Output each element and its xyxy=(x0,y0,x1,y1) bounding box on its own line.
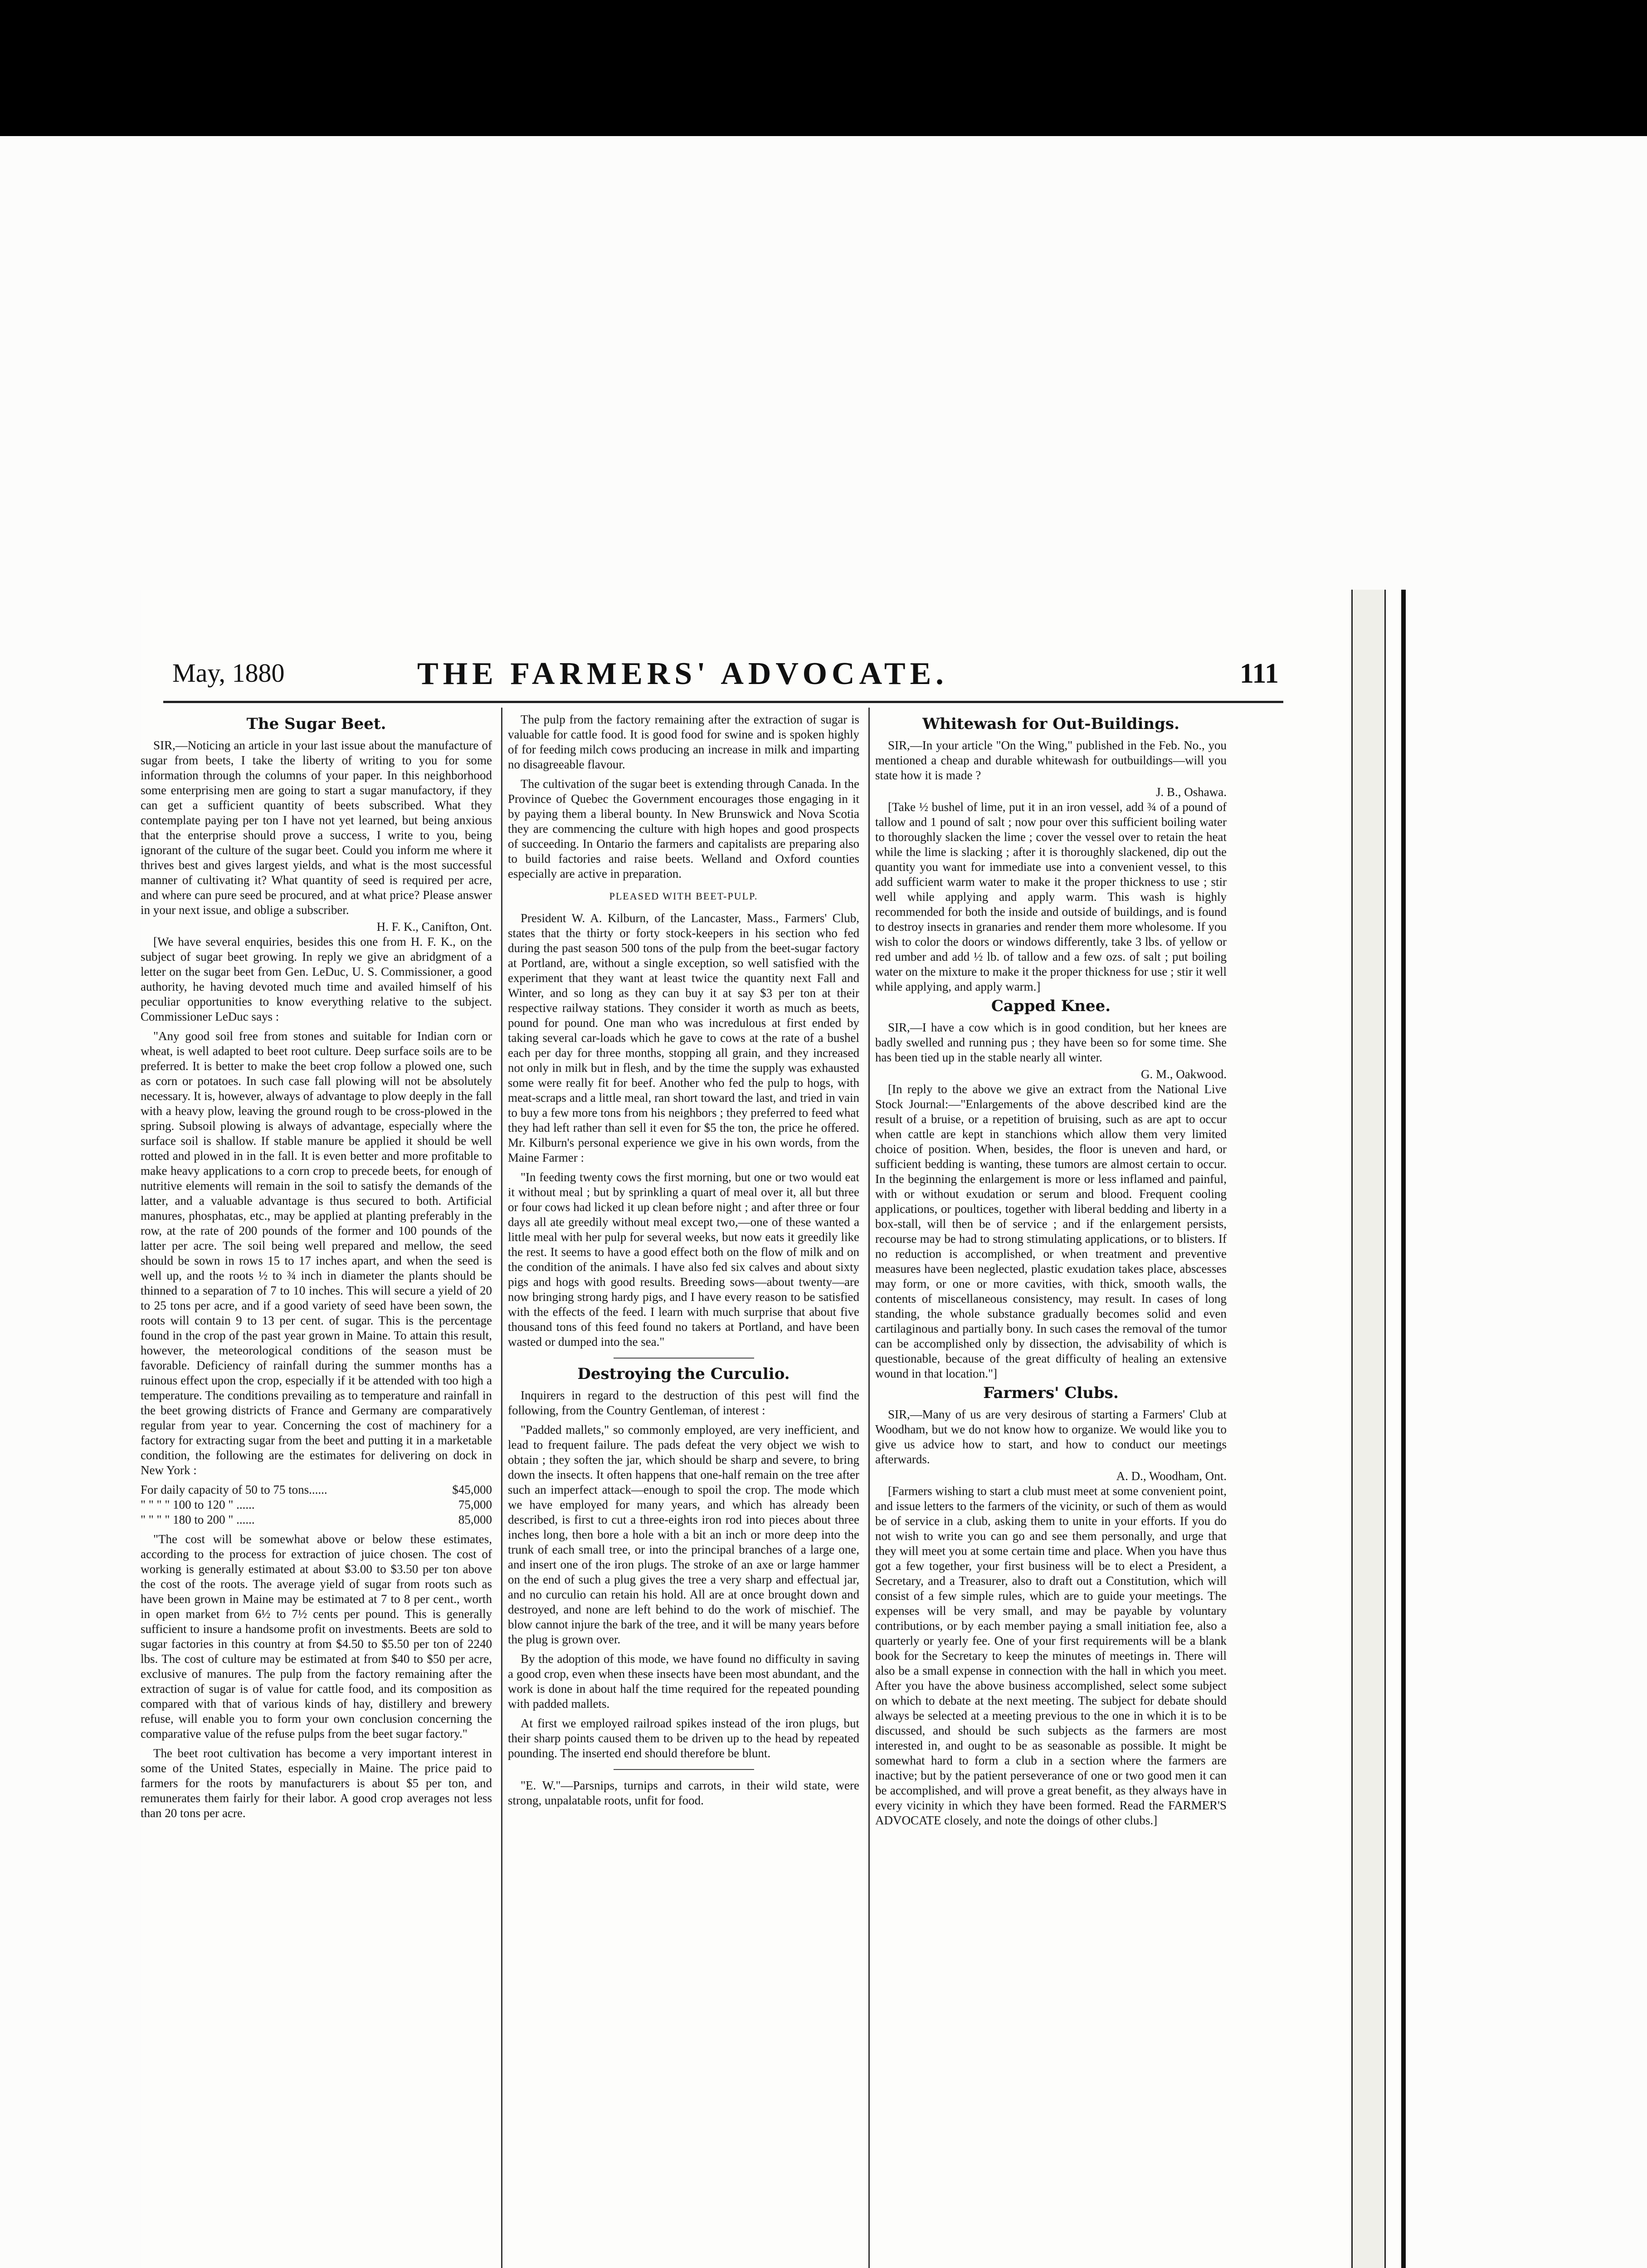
article-title-capped-knee: Capped Knee. xyxy=(991,997,1111,1015)
article-paragraph: By the adoption of this mode, we have found no difficulty in saving a good crop, even when these insects have been most abundant, and the work is done in about half the time required for the repeated pounding with padded mallets. xyxy=(508,1652,859,1711)
article-paragraph: The pulp from the factory remaining after the extraction of sugar is valuable for cattle food. It is good food for swine and is spoken highly of for feeding milch cows producing an increase in milk and imparting no disagreeable flavour. xyxy=(508,713,859,771)
column-3 xyxy=(875,712,1227,2268)
header-rule xyxy=(163,701,1283,703)
article-title-sugar-beet: The Sugar Beet. xyxy=(246,715,386,733)
quoted-paragraph: "In feeding twenty cows the first morning, but one or two would eat it without meal ; but by sprinkling a quart of meal over it, all but three or four cows had licked it up clean before night ; and after three or four days all ate greedily without meal except two,—one of these wanted a little meal with her pulp for several weeks, but now eats it greedily like the rest. It seems to have a good effect both on the flow of milk and on the condition of the animals. I have also fed six calves and about sixty pigs and hogs with good results. Breeding sows—about twenty—are now bringing strong hardy pigs, and I have every reason to be satisfied with the effects of the feed. I learn with much surprise that about five thousand tons of this feed found no takers at Portland, and have been wasted or dumped into the sea." xyxy=(508,1170,859,1349)
page-header xyxy=(163,658,1279,699)
section-subhead: PLEASED WITH BEET-PULP. xyxy=(609,890,758,902)
page-binding-edge xyxy=(1351,590,1386,2268)
editor-reply-paragraph: [Farmers wishing to start a club must meet at some convenient point, and issue letters to the farmers of the vicinity, or such of them as would be of service in a club, asking them to unite in your efforts. If you do not wish to write you can go and see them personally, and urge that they will meet you at some certain time and place. When you have thus got a few together, your first business will be to elect a President, a Secretary, and a Treasurer, also to draft out a Constitution, which will consist of a few simple rules, which are to guide your meetings. The expenses will be very small, and may be payable by voluntary contributions, or by each member paying a small initiation fee, also a quarterly or yearly fee. One of your first requirements will be a blank book for the Secretary to keep the minutes of meetings in. There will also be a small expense in connection with the hall in which you meet. After you have the above business accomplished, select some subject on which to debate at the next meeting. The subject for debate should always be selected at a meeting previous to the one in which it is to be discussed, and should be such subjects as the farmers are most interested in, and ought to be as seasonable as possible. It might be somewhat hard to form a club in a section where the farmers are inactive; but by the patient perseverance of one or two good men it can be accomplished, and will prove a great benefit, as they always have in every vicinity in which they have been formed. Read the FARMER'S ADVOCATE closely, and note the doings of other clubs.] xyxy=(875,1484,1227,1827)
article-paragraph: At first we employed railroad spikes instead of the iron plugs, but their sharp points caused them to be driven up to the head by repeated pounding. The inserted end should therefore be blunt. xyxy=(508,1716,859,1760)
article-title-curculio: Destroying the Curculio. xyxy=(577,1365,790,1383)
table-cell: For daily capacity of 50 to 75 tons...... xyxy=(141,1483,327,1496)
table-cell: 85,000 xyxy=(458,1513,492,1526)
letter-signature: H. F. K., Canifton, Ont. xyxy=(376,920,492,934)
correspondent-note: "E. W."—Parsnips, turnips and carrots, in their wild state, were strong, unpalatable roots, unfit for food. xyxy=(508,1779,859,1807)
editor-reply-paragraph: [In reply to the above we give an extract from the National Live Stock Journal:—"Enlargements of the above described kind are the result of a bruise, or a repetition of bruising, such as are apt to occur when cattle are kept in stanchions which allow them very limited choice of position. When, besides, the floor is uneven and hard, or sufficient bedding is wanting, these tumors are almost certain to occur. In the beginning the enlargement is more or less inflamed and painful, with or without exudation or serum and blood. Frequent cooling applications, or poultices, together with liberal bedding and liberty in a box-stall, will then be of service ; and if the enlargement persists, recourse may be had to strong stimulating applications, or to blisters. If no reduction is accomplished, or when treatment and preventive measures have been neglected, plastic exudation takes place, abscesses may form, or one or more cavities, with thick, smooth walls, the contents of miscellaneous consistency, may result. In cases of long standing, the whole substance gradually becomes solid and even cartilaginous and partially bony. In such cases the removal of the tumor can be accomplished only by dissection, the advisability of which is questionable, because of the great difficulty of healing an extensive wound in that location."] xyxy=(875,1082,1227,1380)
table-row xyxy=(141,1482,492,1497)
letter-paragraph: SIR,—Noticing an article in your last issue about the manufacture of sugar from beets, I take the liberty of writing to you for some information through the columns of your paper. In this neighborhood some enterprising men are going to start a sugar manufactory, if they can get a sufficient quantity of beets subscribed. What they contemplate paying per ton I have not yet learned, but being anxious that the enterprise should prove a success, I write to you, being ignorant of the culture of the sugar beet. Could you inform me where it thrives best and gives largest yields, and what is the most successful manner of cultivating it? What quantity of seed is required per acre, and where can pure seed be procured, and at what price? Please answer in your next issue, and oblige a subscriber. xyxy=(141,738,492,917)
editor-reply-paragraph: [Take ½ bushel of lime, put it in an iron vessel, add ¾ of a pound of tallow and 1 pound of salt ; now pour over this sufficient boiling water to thoroughly slacken the lime ; cover the vessel over to retain the heat while the lime is slacking ; after it is thoroughly slackened, dip out the quantity you want for immediate use into a convenient vessel, to this add sufficient warm water to make it the proper thickness to use ; stir well while applying and apply warm. This wash is highly recommended for both the inside and outside of buildings, and is found to destroy insects in granaries and render them more wholesome. If you wish to color the doors or windows differently, take 3 lbs. of yellow or red umber and add ½ lb. of tallow and a few ozs. of salt ; put boiling water on the mixture to make it the proper thickness for use ; stir it well while applying, and apply warm.] xyxy=(875,800,1227,993)
quoted-paragraph: "Padded mallets," so commonly employed, are very inefficient, and lead to frequent failure. The pads defeat the very object we wish to obtain ; they soften the jar, which should be sharp and severe, to bring down the insects. It often happens that one-half remain on the tree after such an imperfect attack—enough to spoil the crop. The mode which we have employed for many years, and which has already been described, is first to cut a three-eights iron rod into pieces about three inches long, then bore a hole with a bit an inch or more deep into the trunk of each small tree, or into the principal branches of a large one, and insert one of the iron plugs. The stroke of an axe or large hammer on the end of such a plug gives the tree a very sharp and effectual jar, and no curculio can retain his hold. All are at once brought down and destroyed, and none are left behind to do the work of mischief. The blow cannot injure the bark of the tree, and it will be many years before the plug is grown over. xyxy=(508,1423,859,1646)
article-title-whitewash: Whitewash for Out-Buildings. xyxy=(922,715,1179,733)
masthead: THE FARMERS' ADVOCATE. xyxy=(417,656,948,691)
section-separator xyxy=(614,1769,754,1770)
column-2 xyxy=(508,712,859,2268)
quoted-paragraph: "The cost will be somewhat above or below these estimates, according to the process for extraction of juice chosen. The cost of working is generally estimated at about $3.00 to $3.50 per ton above the cost of the roots. The average yield of sugar from roots such as have been grown in Maine may be estimated at 7 to 8 per cent., worth in open market from 6½ to 7½ cents per pound. This is generally sufficient to insure a handsome profit on investments. Beets are sold to sugar factories in this country at from $4.50 to $5.50 per ton of 2240 lbs. The cost of culture may be estimated at from $40 to $50 per acre, exclusive of manures. The pulp from the factory remaining after the extraction of sugar is of value for cattle food, and its composition as compared with that of various kinds of hay, distillery and brewery refuse, will enable you to form your own conclusion concerning the comparative value of the refuse pulps from the beet sugar factory." xyxy=(141,1532,492,1740)
section-separator xyxy=(614,1358,754,1359)
table-cell: 75,000 xyxy=(458,1498,492,1511)
table-row xyxy=(141,1497,492,1512)
letter-signature: J. B., Oshawa. xyxy=(1156,785,1227,799)
letter-signature: G. M., Oakwood. xyxy=(1141,1067,1227,1081)
letter-paragraph: SIR,—Many of us are very desirous of starting a Farmers' Club at Woodham, but we do not know how to organize. We would like you to give us advice how to start, and how to conduct our meetings afterwards. xyxy=(875,1408,1227,1466)
article-paragraph: The cultivation of the sugar beet is extending through Canada. In the Province of Quebec the Government encourages those engaging in it by paying them a liberal bounty. In New Brunswick and Nova Scotia they are commencing the culture with high hopes and good prospects of succeeding. In Ontario the farmers and capitalists are preparing also to build factories and raise beets. Welland and Oxford counties especially are active in preparation. xyxy=(508,777,859,880)
letter-paragraph: SIR,—I have a cow which is in good condition, but her knees are badly swelled and running pus ; they have been so for some time. She has been tied up in the stable nearly all winter. xyxy=(875,1021,1227,1064)
issue-date: May, 1880 xyxy=(172,658,285,688)
column-1 xyxy=(141,712,492,2268)
article-paragraph: Inquirers in regard to the destruction of this pest will find the following, from the Country Gentleman, of interest : xyxy=(508,1388,859,1417)
quoted-paragraph: "Any good soil free from stones and suitable for Indian corn or wheat, is well adapted to beet root culture. Deep surface soils are to be preferred. It is better to make the beet crop follow a plowed one, such as corn or potatoes. In such case fall plowing will not be absolutely necessary. It is, however, always of advantage to plow deeply in the fall with a heavy plow, leaving the ground rough to be cross-plowed in the spring. Subsoil plowing is always of advantage, especially where the surface soil is shallow. If stable manure be applied it should be well rotted and plowed in in the fall. It is even better and more profitable to make heavy applications to a corn crop to precede beets, for enough of nutritive elements will remain in the soil to satisfy the demands of the latter, and a valuable advantage is thus secured to both. Artificial manures, phosphatas, etc., may be applied at planting preferably in the row, at the rate of 200 pounds of the former and 100 pounds of the latter per acre. The soil being well prepared and mellow, the seed should be sown in rows 15 to 17 inches apart, and when the seed is well up, and the roots ½ to ¾ inch in diameter the plants should be thinned to a separation of 7 to 10 inches. This will secure a yield of 20 to 25 tons per acre, and if a good variety of seed have been sown, the roots will contain 9 to 13 per cent. of sugar. This is the percentage found in the crop of the past year grown in Maine. To attain this result, however, the meteorological conditions of the season must be favorable. Deficiency of rainfall during the summer months has a ruinous effect upon the crop, especially if it be attended with too high a temperature. The conditions prevailing as to temperature and rainfall in the beet growing districts of France and Germany are comparatively regular from year to year. Concerning the cost of machinery for a factory for extracting sugar from the beet and putting it in a marketable condition, the following are the estimates for delivering on dock in New York : xyxy=(141,1029,492,1477)
column-divider xyxy=(501,708,502,2268)
letter-paragraph: SIR,—In your article "On the Wing," published in the Feb. No., you mentioned a cheap and durable whitewash for outbuildings—will you state how it is made ? xyxy=(875,738,1227,782)
table-row xyxy=(141,1512,492,1527)
page-number: 111 xyxy=(1239,658,1279,689)
article-paragraph: The beet root cultivation has become a very important interest in some of the United States, especially in Maine. The price paid to farmers for the roots by manufacturers is about $5 per ton, and remunerates them fairly for their labor. A good crop averages not less than 20 tons per acre. xyxy=(141,1746,492,1820)
table-cell: " " " " 180 to 200 " ...... xyxy=(141,1513,255,1526)
article-paragraph: President W. A. Kilburn, of the Lancaster, Mass., Farmers' Club, states that the thirty or forty stock-keepers in his section who fed during the past season 500 tons of the pulp from the beet-sugar factory at Portland, are, without a single exception, so well satisfied with the experiment that they want at least twice the quantity next Fall and Winter, and so long as they can buy it at say $3 per ton at their respective railway stations. They consider it worth as much as beets, pound for pound. One man who was incredulous at first ended by taking several car-loads which he gave to cows at the rate of a bushel each per day for three months, stopping all grain, and they increased not only in milk but in flesh, and by the time the supply was exhausted some were really fit for beef. Another who fed the pulp to hogs, with meat-scraps and a little meal, ran short toward the last, and tried in vain to buy a few more tons from his neighbors ; they preferred to feed what they had left rather than sell it even for $5 the ton, the price he offered. Mr. Kilburn's personal experience we give in his own words, from the Maine Farmer : xyxy=(508,911,859,1164)
table-cell: $45,000 xyxy=(452,1483,492,1496)
article-title-farmers-clubs: Farmers' Clubs. xyxy=(983,1384,1119,1402)
cost-estimates-table xyxy=(141,1482,492,1527)
column-divider xyxy=(868,708,870,2268)
table-cell: " " " " 100 to 120 " ...... xyxy=(141,1498,255,1511)
letter-signature: A. D., Woodham, Ont. xyxy=(1116,1469,1227,1483)
editor-reply-paragraph: [We have several enquiries, besides this one from H. F. K., on the subject of sugar beet growing. In reply we give an abridgment of a letter on the sugar beet from Gen. LeDuc, U. S. Commissioner, a good authority, he having devoted much time and availed himself of his peculiar opportunities to know everything relative to the subject. Commissioner LeDuc says : xyxy=(141,935,492,1023)
